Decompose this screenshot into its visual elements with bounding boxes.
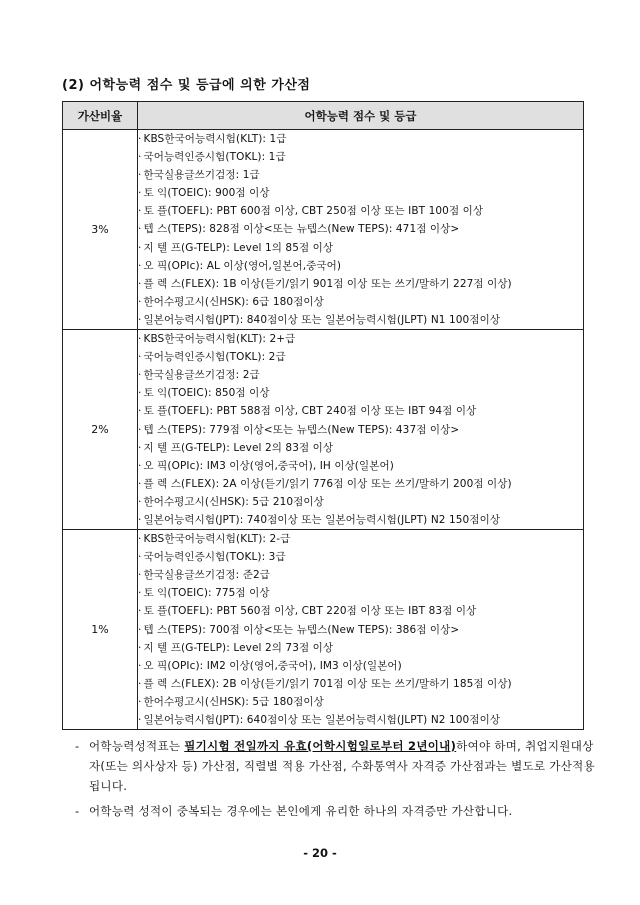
criteria-item <box>138 639 583 657</box>
criteria-text: 플 렉 스(FLEX): 1B 이상(듣기/읽기 901점 이상 또는 쓰기/말하기 227점 이상) <box>143 277 512 290</box>
criteria-item <box>138 548 583 566</box>
criteria-item <box>138 293 583 311</box>
criteria-item <box>138 166 583 184</box>
bullet-dot: · <box>138 641 142 654</box>
criteria-text: 지 텔 프(G-TELP): Level 1의 85점 이상 <box>143 241 334 254</box>
bullet-dot: · <box>138 441 142 454</box>
criteria-item <box>138 384 583 402</box>
table-row <box>63 530 584 730</box>
criteria-text: 토 플(TOEFL): PBT 600점 이상, CBT 250점 이상 또는 IBT 100점 이상 <box>143 205 484 218</box>
criteria-item <box>138 493 583 511</box>
bullet-dot: · <box>138 333 142 346</box>
criteria-item <box>138 366 583 384</box>
criteria-item <box>138 330 583 348</box>
criteria-cell <box>138 330 584 530</box>
bullet-dot: · <box>138 313 142 326</box>
criteria-item <box>138 148 583 166</box>
note-text-emphasis: 필기시험 전일까지 유효(어학시험일로부터 2년이내) <box>184 739 457 753</box>
table-header-row <box>63 102 584 130</box>
bullet-dot: · <box>138 659 142 672</box>
criteria-item <box>138 239 583 257</box>
criteria-item <box>138 184 583 202</box>
criteria-item <box>138 602 583 620</box>
criteria-text: 토 익(TOEIC): 900점 이상 <box>143 187 270 200</box>
bullet-dot: · <box>138 587 142 600</box>
criteria-text: 플 렉 스(FLEX): 2B 이상(듣기/읽기 701점 이상 또는 쓰기/말하기 185점 이상) <box>143 677 512 690</box>
criteria-text: 토 익(TOEIC): 850점 이상 <box>143 387 270 400</box>
criteria-item <box>138 257 583 275</box>
bullet-dot: · <box>138 551 142 564</box>
bullet-dot: · <box>138 459 142 472</box>
bullet-dot: · <box>138 623 142 636</box>
bullet-dot: · <box>138 533 142 546</box>
criteria-text: 일본어능력시험(JPT): 740점이상 또는 일본어능력시험(JLPT) N2 150점이상 <box>143 513 501 526</box>
criteria-text: 토 익(TOEIC): 775점 이상 <box>143 587 270 600</box>
bullet-dot: · <box>138 605 142 618</box>
bullet-dot: · <box>138 223 142 236</box>
criteria-item <box>138 202 583 220</box>
criteria-text: KBS한국어능력시험(KLT): 2-급 <box>143 533 291 546</box>
header-rate: 가산비율 <box>63 102 138 130</box>
criteria-item <box>138 584 583 602</box>
table-row <box>63 130 584 330</box>
criteria-text: 국어능력인증시험(TOKL): 2급 <box>143 351 286 364</box>
criteria-text: 한국실용글쓰기검정: 준2급 <box>143 569 270 582</box>
table-row <box>63 330 584 530</box>
rate-cell: 1% <box>63 530 138 730</box>
bullet-dot: · <box>138 714 142 726</box>
bullet-dot: · <box>138 387 142 400</box>
section-title: (2) 어학능력 점수 및 등급에 의한 가산점 <box>62 78 311 93</box>
criteria-item <box>138 693 583 711</box>
criteria-cell <box>138 530 584 730</box>
criteria-text: 한국실용글쓰기검정: 2급 <box>143 369 260 382</box>
note-validity <box>75 736 595 796</box>
note-text-post: 하여야 하며, 취업지원대상자(또는 의사상자 등) 가산점, 직렬별 적용 가산점, 수화통역사 자격증 가산점과는 별도로 가산적용 됩니다. <box>89 739 595 793</box>
criteria-text: 텝 스(TEPS): 779점 이상<또는 뉴텝스(New TEPS): 437점 이상> <box>143 423 460 436</box>
criteria-item <box>138 348 583 366</box>
criteria-text: 플 렉 스(FLEX): 2A 이상(듣기/읽기 776점 이상 또는 쓰기/말하기 200점 이상) <box>143 477 512 490</box>
rate-cell: 2% <box>63 330 138 530</box>
bullet-dot: · <box>138 151 142 164</box>
criteria-item <box>138 439 583 457</box>
criteria-item <box>138 566 583 584</box>
criteria-item <box>138 657 583 675</box>
note-duplicate-text: 어학능력 성적이 중복되는 경우에는 본인에게 유리한 하나의 자격증만 가산합니다. <box>89 804 513 818</box>
criteria-text: 한국실용글쓰기검정: 1급 <box>143 169 260 182</box>
criteria-text: KBS한국어능력시험(KLT): 1급 <box>143 133 287 145</box>
bullet-dot: · <box>138 569 142 582</box>
criteria-text: 일본어능력시험(JPT): 640점이상 또는 일본어능력시험(JLPT) N2 100점이상 <box>143 714 501 726</box>
bullet-dot: · <box>138 695 142 708</box>
bullet-dot: · <box>138 495 142 508</box>
criteria-item <box>138 457 583 475</box>
note-dash: - <box>75 804 80 818</box>
criteria-text: 오 픽(OPIc): IM3 이상(영어,중국어), IH 이상(일본어) <box>143 459 394 472</box>
criteria-item <box>138 621 583 639</box>
criteria-text: 토 플(TOEFL): PBT 560점 이상, CBT 220점 이상 또는 IBT 83점 이상 <box>143 605 477 618</box>
bullet-dot: · <box>138 405 142 418</box>
criteria-item <box>138 675 583 693</box>
criteria-cell <box>138 130 584 330</box>
criteria-item <box>138 711 583 729</box>
bullet-dot: · <box>138 187 142 200</box>
bullet-dot: · <box>138 295 142 308</box>
bullet-dot: · <box>138 169 142 182</box>
bullet-dot: · <box>138 241 142 254</box>
bullet-dot: · <box>138 513 142 526</box>
criteria-text: 한어수평고시(신HSK): 6급 180점이상 <box>143 295 324 308</box>
criteria-item <box>138 421 583 439</box>
criteria-text: 일본어능력시험(JPT): 840점이상 또는 일본어능력시험(JLPT) N1 100점이상 <box>143 313 501 326</box>
bullet-dot: · <box>138 423 142 436</box>
criteria-text: 텝 스(TEPS): 828점 이상<또는 뉴텝스(New TEPS): 471점 이상> <box>143 223 460 236</box>
criteria-item <box>138 511 583 529</box>
criteria-text: 토 플(TOEFL): PBT 588점 이상, CBT 240점 이상 또는 IBT 94점 이상 <box>143 405 477 418</box>
criteria-item <box>138 475 583 493</box>
rate-cell: 3% <box>63 130 138 330</box>
note-duplicate <box>75 801 595 821</box>
language-score-table <box>62 101 584 730</box>
bullet-dot: · <box>138 259 142 272</box>
criteria-text: 지 텔 프(G-TELP): Level 2의 83점 이상 <box>143 441 334 454</box>
note-dash: - <box>75 739 80 753</box>
criteria-item <box>138 275 583 293</box>
criteria-text: KBS한국어능력시험(KLT): 2+급 <box>143 333 296 346</box>
bullet-dot: · <box>138 205 142 218</box>
criteria-item <box>138 220 583 238</box>
bullet-dot: · <box>138 277 142 290</box>
criteria-text: 한어수평고시(신HSK): 5급 180점이상 <box>143 695 324 708</box>
bullet-dot: · <box>138 351 142 364</box>
criteria-text: 지 텔 프(G-TELP): Level 2의 73점 이상 <box>143 641 334 654</box>
page-number: - 20 - <box>303 846 337 860</box>
bullet-dot: · <box>138 677 142 690</box>
criteria-text: 텝 스(TEPS): 700점 이상<또는 뉴텝스(New TEPS): 386점 이상> <box>143 623 460 636</box>
criteria-text: 국어능력인증시험(TOKL): 1급 <box>143 151 286 164</box>
criteria-text: 오 픽(OPIc): IM2 이상(영어,중국어), IM3 이상(일본어) <box>143 659 402 672</box>
bullet-dot: · <box>138 477 142 490</box>
bullet-dot: · <box>138 133 142 145</box>
criteria-text: 오 픽(OPIc): AL 이상(영어,일본어,중국어) <box>143 259 342 272</box>
bullet-dot: · <box>138 369 142 382</box>
note-text-pre: 어학능력성적표는 <box>89 739 185 753</box>
criteria-item <box>138 130 583 148</box>
criteria-text: 한어수평고시(신HSK): 5급 210점이상 <box>143 495 324 508</box>
criteria-item <box>138 530 583 548</box>
criteria-item <box>138 402 583 420</box>
criteria-text: 국어능력인증시험(TOKL): 3급 <box>143 551 286 564</box>
header-criteria: 어학능력 점수 및 등급 <box>138 102 584 130</box>
criteria-item <box>138 311 583 329</box>
